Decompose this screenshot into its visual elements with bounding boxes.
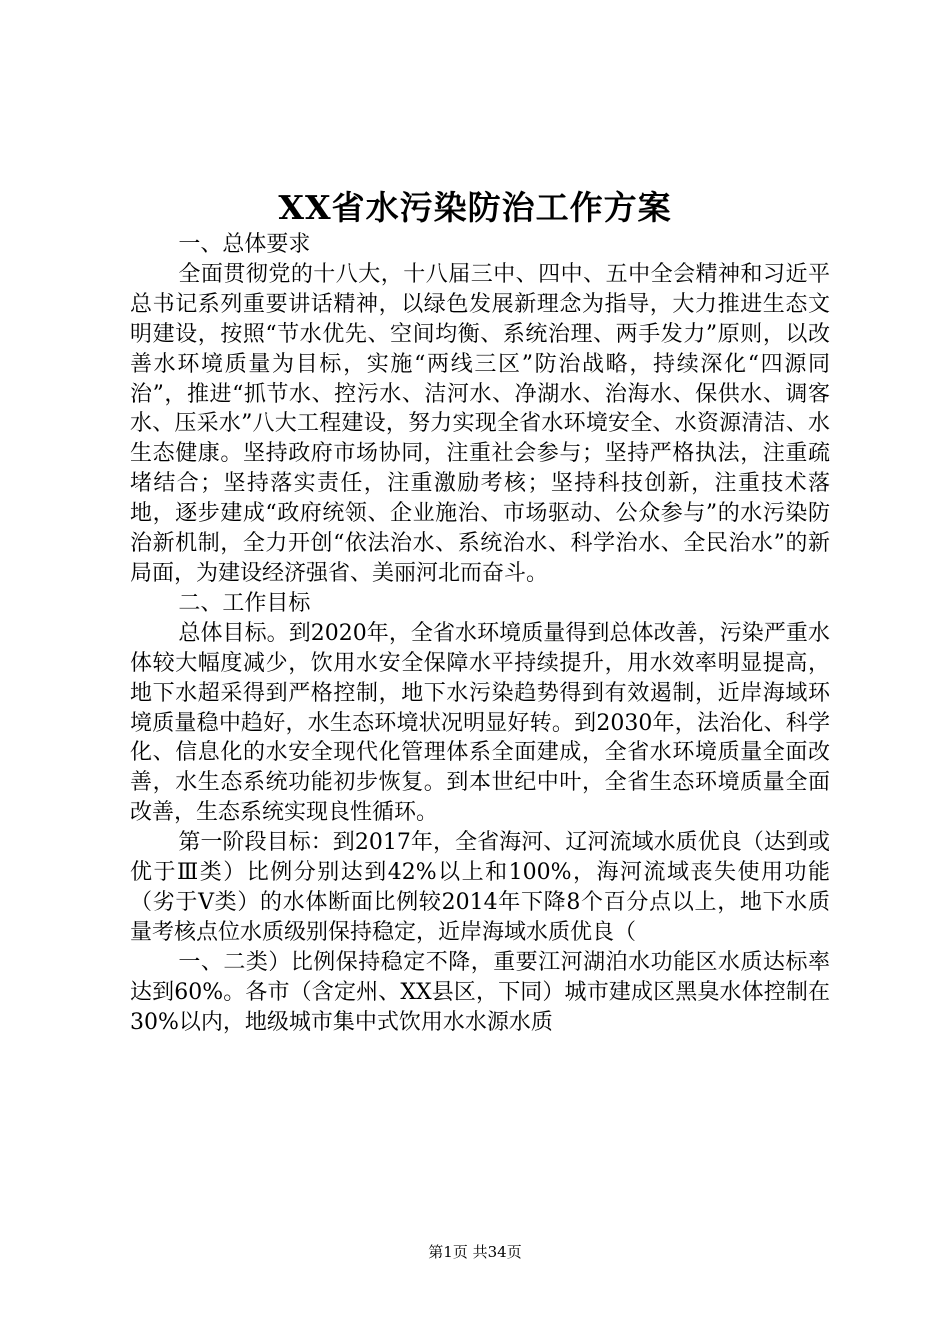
paragraph-general-requirements: 全面贯彻党的十八大，十八届三中、四中、五中全会精神和习近平总书记系列重要讲话精神，以绿色发展新理念为指导，大力推进生态文明建设，按照“节水优先、空间均衡、系统治理、两手发力”原则，以改善水环境质量为目标，实施“两线三区”防治战略，持续深化“四源同治”，推进“抓节水、控污水、洁河水、净湖水、治海水、保供水、调客水、压采水”八大工程建设，努力实现全省水环境安全、水资源清洁、水生态健康。坚持政府市场协同，注重社会参与；坚持严格执法，注重疏堵结合；坚持落实责任，注重激励考核；坚持科技创新，注重技术落地，逐步建成“政府统领、企业施治、市场驱动、公众参与”的水污染防治新机制，全力开创“依法治水、系统治水、科学治水、全民治水”的新局面，为建设经济强省、美丽河北而奋斗。	[130, 261, 830, 586]
section-heading-work-goals: 二、工作目标	[178, 590, 311, 616]
section-heading-general-requirements: 一、总体要求	[178, 232, 311, 257]
page-footer: 第1页 共34页	[428, 1243, 522, 1261]
paragraph-first-stage-goal-continued: 一、二类）比例保持稳定不降，重要江河湖泊水功能区水质达标率达到60%。各市（含定州、XX县区，下同）城市建成区黑臭水体控制在30%以内，地级城市集中式饮用水水源水质	[130, 949, 830, 1035]
paragraph-first-stage-goal: 第一阶段目标：到2017年，全省海河、辽河流域水质优良（达到或优于Ⅲ类）比例分别达到42%以上和100%，海河流域丧失使用功能（劣于Ⅴ类）的水体断面比例较2014年下降8个百分点以上，地下水质量考核点位水质级别保持稳定，近岸海域水质优良（	[130, 830, 830, 945]
paragraph-overall-goal: 总体目标。到2020年，全省水环境质量得到总体改善，污染严重水体较大幅度减少，饮用水安全保障水平持续提升，用水效率明显提高，地下水超采得到严格控制，地下水污染趋势得到有效遏制，近岸海域环境质量稳中趋好，水生态环境状况明显好转。到2030年，法治化、科学化、信息化的水安全现代化管理体系全面建成，全省水环境质量全面改善，水生态系统功能初步恢复。到本世纪中叶，全省生态环境质量全面改善，生态系统实现良性循环。	[130, 620, 830, 826]
document-body	[130, 230, 830, 1037]
document-title: XX省水污染防治工作方案	[278, 188, 672, 227]
